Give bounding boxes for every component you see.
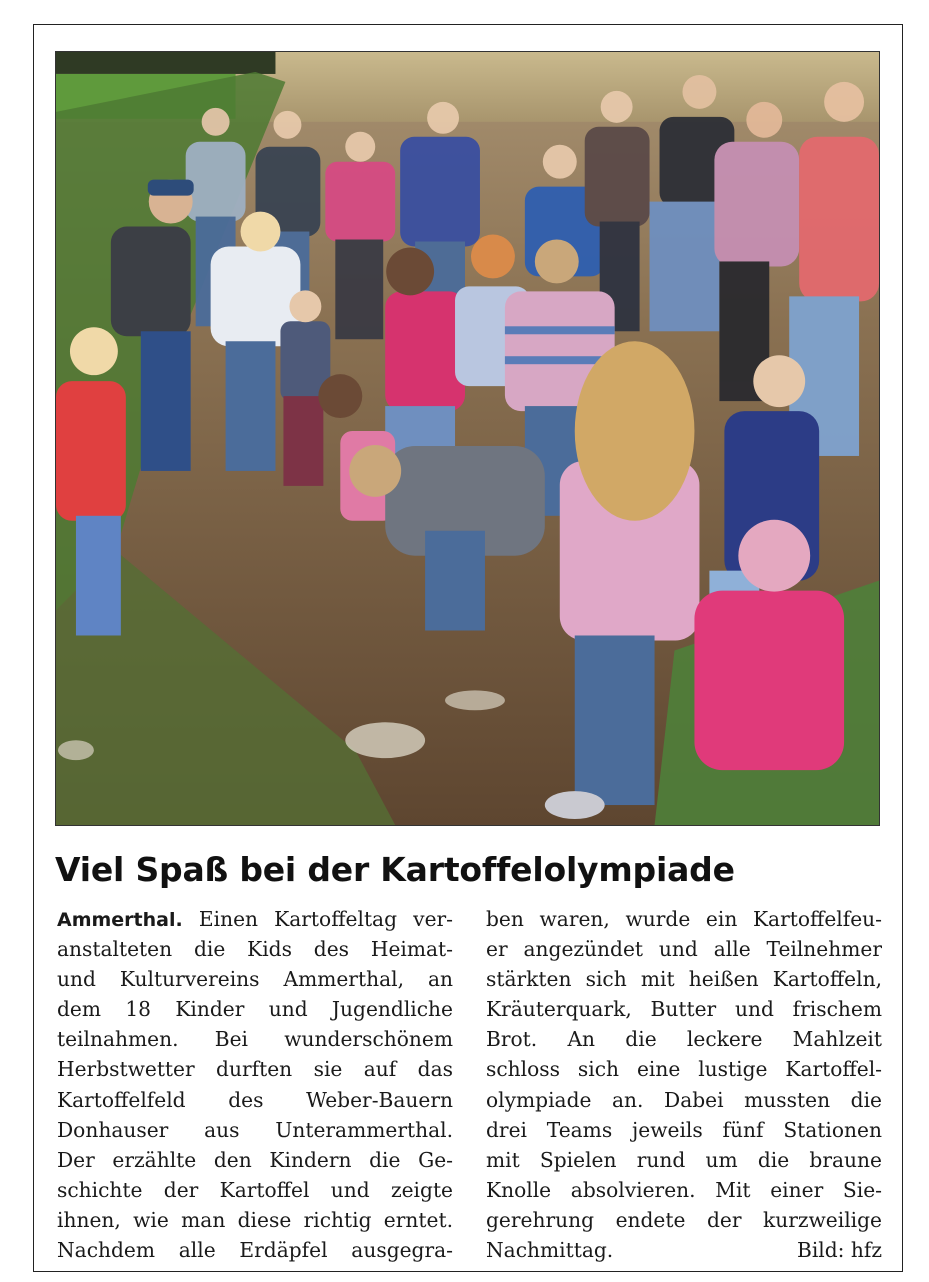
text-line: gerehrung endete der kurzweilige	[486, 1207, 882, 1232]
text-line: Nachdem alle Erdäpfel ausgegra-	[57, 1238, 453, 1263]
potato-field-illustration	[56, 52, 879, 825]
text-line: er angezündet und alle Teilnehmer	[486, 937, 882, 962]
text-line: Kartoffelfeld des Weber-Bauern	[57, 1087, 453, 1112]
text-line: ben waren, wurde ein Kartoffelfeu-	[486, 907, 882, 931]
article-text-right-column	[486, 904, 882, 1265]
text-line: Nachmittag.	[486, 1238, 614, 1263]
text-line: dem 18 Kinder und Jugendliche	[57, 997, 453, 1022]
text-line: drei Teams jeweils fünf Stationen	[486, 1117, 882, 1142]
text-line: Knolle absolvieren. Mit einer Sie-	[486, 1177, 882, 1202]
text-line: teilnahmen. Bei wunderschönem	[57, 1027, 453, 1052]
text-line: olympiade an. Dabei mussten die	[486, 1087, 882, 1112]
text-line: Brot. An die leckere Mahlzeit	[486, 1027, 882, 1052]
text-line: Der erzählte den Kindern die Ge-	[57, 1147, 453, 1172]
text-line: Herbstwetter durften sie auf das	[57, 1057, 453, 1082]
text-line: Ammerthal. Einen Kartoffeltag ver-	[57, 907, 453, 931]
text-line: schloss sich eine lustige Kartoffel-	[486, 1057, 882, 1082]
text-line: und Kulturvereins Ammerthal, an	[57, 967, 453, 992]
text-line: ihnen, wie man diese richtig erntet.	[57, 1207, 453, 1232]
article-headline: Viel Spaß bei der Kartoffelolympiade	[55, 850, 735, 889]
text-line: mit Spielen rund um die braune	[486, 1147, 882, 1172]
text-line: anstalteten die Kids des Heimat-	[57, 937, 453, 962]
text-line-with-credit	[486, 1235, 882, 1265]
text-line: Kräuterquark, Butter und frischem	[486, 997, 882, 1022]
article-text-left-column	[57, 904, 453, 1265]
article-photo	[55, 51, 880, 826]
article-dateline: Ammerthal.	[57, 909, 183, 931]
text-line: Donhauser aus Unterammerthal.	[57, 1117, 453, 1142]
photo-credit: Bild: hfz	[797, 1238, 882, 1263]
text-line: stärkten sich mit heißen Kartoffeln,	[486, 967, 882, 992]
text-line: schichte der Kartoffel und zeigte	[57, 1177, 453, 1202]
